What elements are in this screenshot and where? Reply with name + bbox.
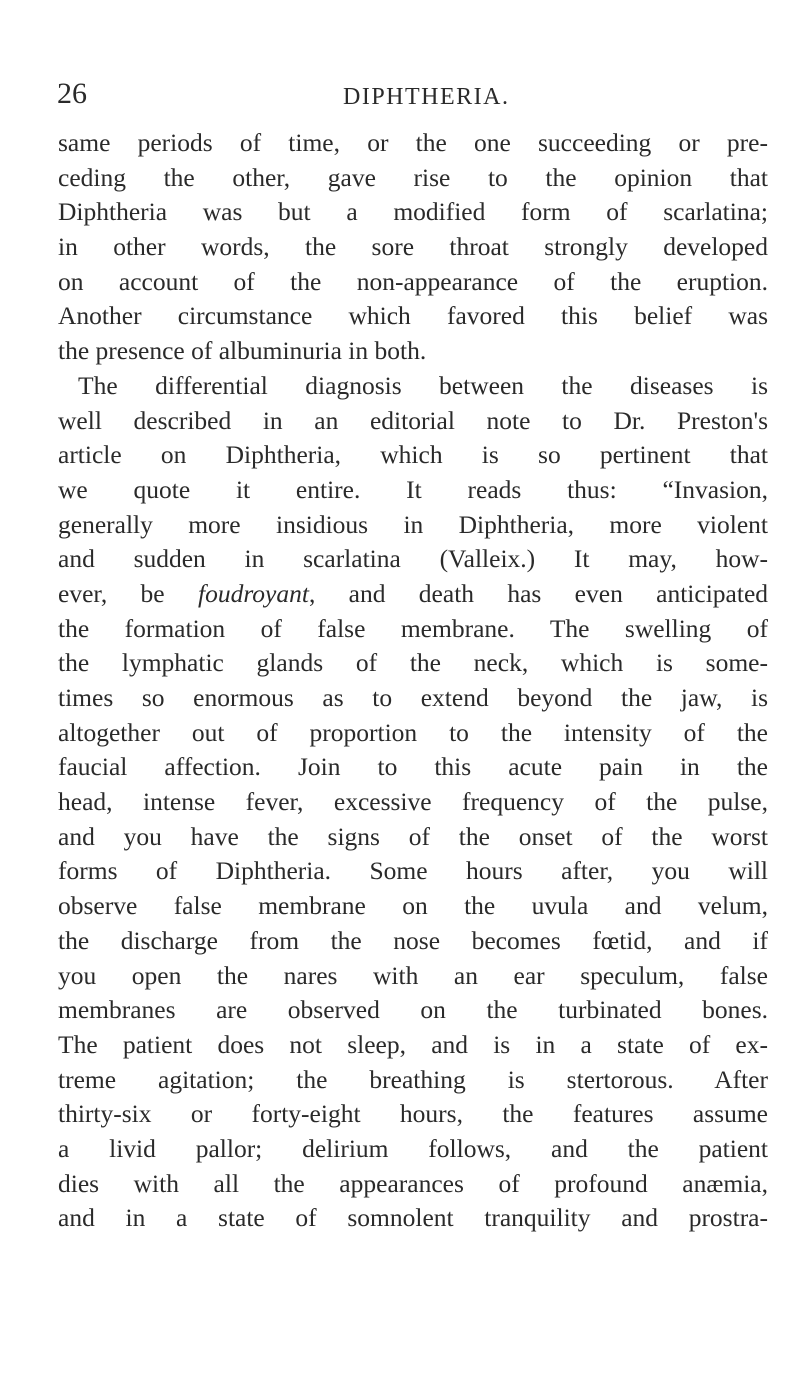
italic-term: foudroyant [197,578,309,608]
text-line: the lymphatic glands of the neck, which is some- [58,648,768,678]
text-line: faucial affection. Join to this acute pain in the [58,752,768,782]
page-number: 26 [57,77,87,110]
text-line: dies with all the appearances of profound anæmia, [58,1168,768,1198]
text-line: and sudden in scarlatina (Valleix.) It may, how- [58,544,768,574]
text-line: in other words, the sore throat strongly developed [58,232,768,262]
text-line: a livid pallor; delirium follows, and the patient [58,1133,768,1163]
text-line: The differential diagnosis between the diseases is [78,370,768,400]
text-line: ceding the other, gave rise to the opinion that [58,162,768,192]
text-span: , and death has even anticipated [308,578,768,608]
text-line: you open the nares with an ear speculum, false [58,960,768,990]
text-line: and in a state of somnolent tranquility and prostra- [58,1203,768,1233]
text-line: Another circumstance which favored this belief was [58,301,768,331]
text-line: thirty-six or forty-eight hours, the features assume [58,1099,768,1129]
text-line: same periods of time, or the one succeeding or pre- [58,128,768,157]
running-title: DIPHTHERIA. [343,84,510,110]
text-line: membranes are observed on the turbinated bones. [58,995,768,1025]
text-line: observe false membrane on the uvula and velum, [58,891,768,921]
text-line: times so enormous as to extend beyond the jaw, is [58,683,768,712]
text-line: head, intense fever, excessive frequency of the pulse, [58,787,768,817]
text-line-italic [58,577,768,612]
text-line: the discharge from the nose becomes fœtid, and if [58,925,768,955]
text-line: article on Diphtheria, which is so pertinent that [58,440,768,470]
text-span: ever, be [58,578,165,608]
text-line: the presence of albuminuria in both. [58,336,427,366]
text-line: Diphtheria was but a modified form of scarlatina; [58,197,768,227]
text-line: forms of Diphtheria. Some hours after, you will [58,856,768,886]
text-line: and you have the signs of the onset of the worst [58,821,768,851]
text-line: well described in an editorial note to Dr. Preston's [58,405,768,435]
text-line: treme agitation; the breathing is stertorous. After [58,1064,768,1094]
text-line: on account of the non-appearance of the eruption. [58,266,768,296]
body-text [58,126,768,1236]
text-line: generally more insidious in Diphtheria, more violent [58,509,768,539]
text-line: altogether out of proportion to the intensity of the [58,717,768,747]
text-line: the formation of false membrane. The swelling of [58,613,768,643]
text-line: The patient does not sleep, and is in a state of ex- [58,1029,768,1059]
text-line: we quote it entire. It reads thus: “Invasion, [58,474,768,504]
